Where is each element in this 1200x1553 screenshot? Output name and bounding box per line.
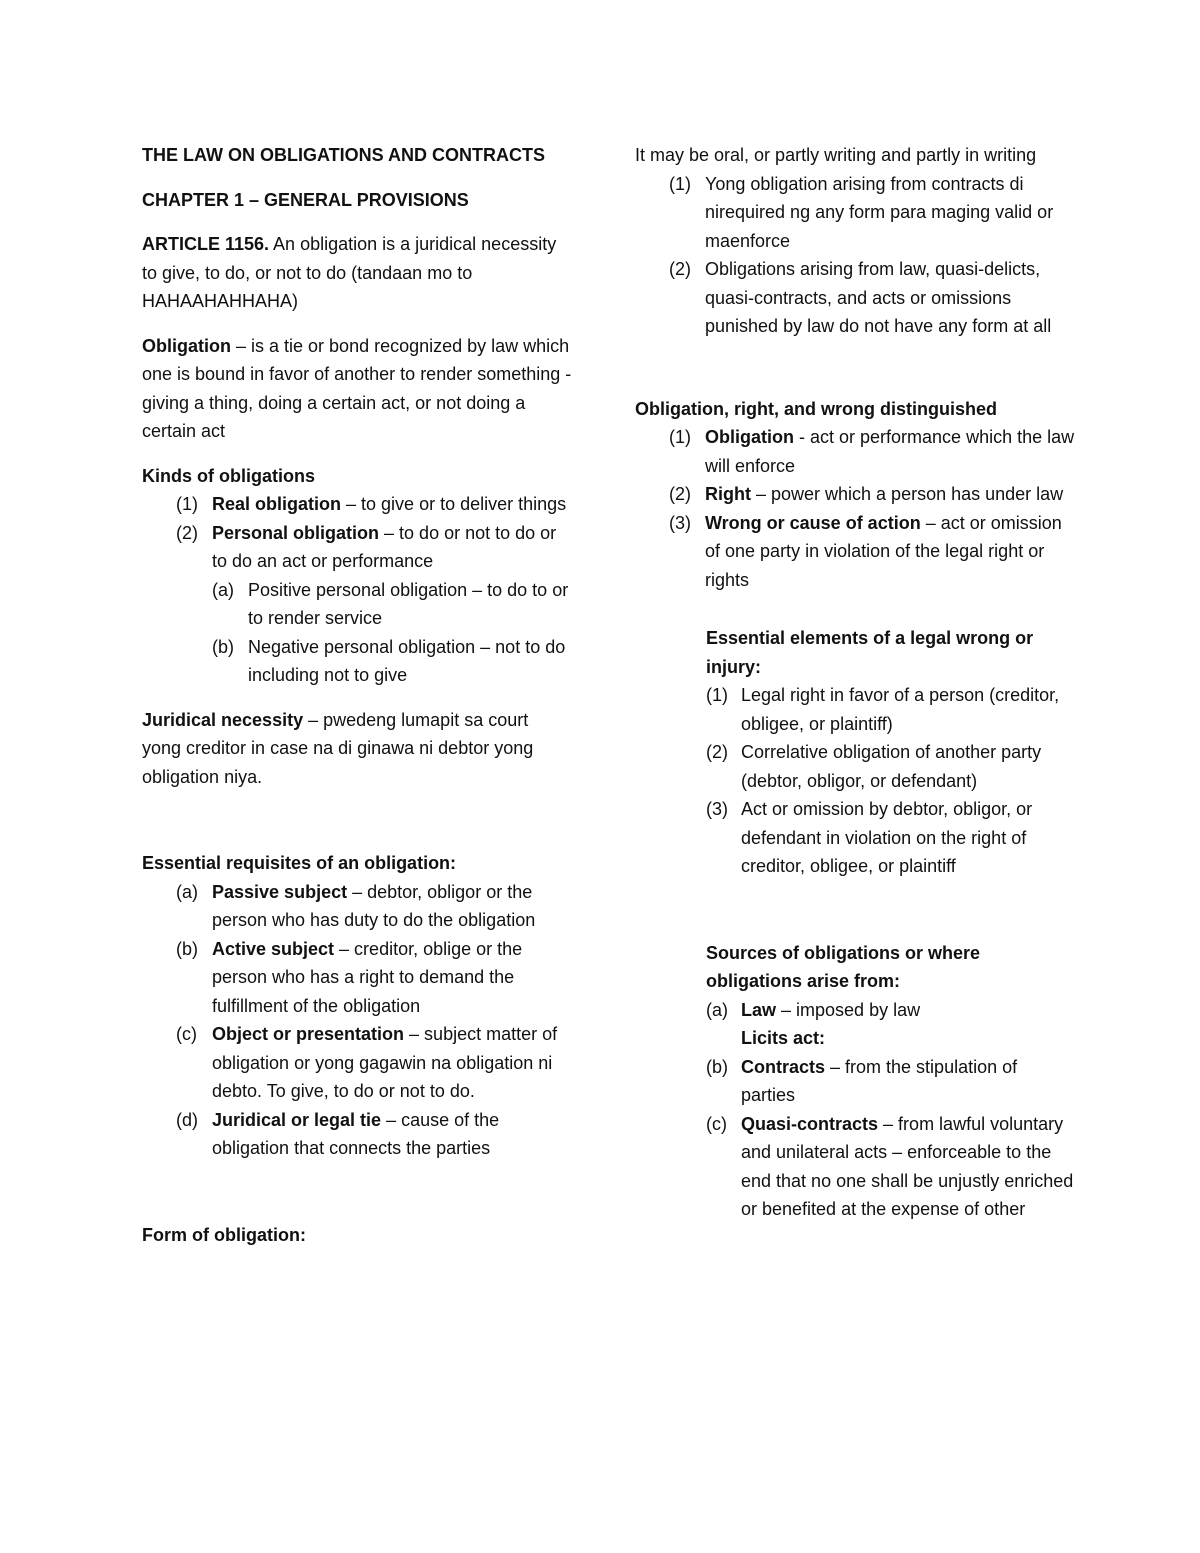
list-item: (c) Quasi-contracts – from lawful voluntary and unilateral acts – enforceable to the end that no one shall be unjustly enriched or benefited at the expense of other xyxy=(706,1113,1074,1219)
elements-heading: Essential elements of a legal wrong or injury: xyxy=(706,628,1034,677)
list-item: (2) Personal obligation – to do or not to do or to do an act or performance (a) Positive personal obligation – to do to or to render service (b) Negative personal obligation – not to do including not to give xyxy=(142,519,572,690)
list-item: (1) Yong obligation arising from contracts di nirequired ng any form para maging valid or maenforce xyxy=(669,173,1054,251)
article-1156: ARTICLE 1156. An obligation is a juridical necessity to give, to do, or not to do (tandaan mo to HAHAAHAHHAHA) xyxy=(142,234,557,311)
left-column xyxy=(142,141,572,1249)
elements-list xyxy=(706,681,1075,881)
list-item: (1) Legal right in favor of a person (creditor, obligee, or plaintiff) xyxy=(706,685,1060,734)
sources-heading: Sources of obligations or where obligations arise from: xyxy=(706,942,981,991)
list-item: (d) Juridical or legal tie – cause of the obligation that connects the parties xyxy=(176,1109,500,1158)
list-item: (c) Object or presentation – subject matter of obligation or yong gagawin na obligation ni debto. To give, to do or not to do. xyxy=(176,1024,558,1101)
list-item: (3) Act or omission by debtor, obligor, or defendant in violation on the right of creditor, obligee, or plaintiff xyxy=(706,799,1033,876)
list-item: (1) Obligation - act or performance which the law will enforce xyxy=(669,427,1075,476)
kinds-heading: Kinds of obligations xyxy=(142,465,315,486)
list-item: (a) Passive subject – debtor, obligor or the person who has duty to do the obligation xyxy=(176,881,536,930)
licits-act-label: Licits act: xyxy=(741,1028,826,1048)
document-title: THE LAW ON OBLIGATIONS AND CONTRACTS xyxy=(142,145,545,165)
list-item: (2) Correlative obligation of another party (debtor, obligor, or defendant) xyxy=(706,742,1042,791)
juridical-necessity: Juridical necessity – pwedeng lumapit sa court yong creditor in case na di ginawa ni debtor yong obligation niya. xyxy=(142,709,534,787)
list-item: (b) Active subject – creditor, oblige or the person who has a right to demand the fulfillment of the obligation xyxy=(176,938,523,1016)
list-item: (1) Real obligation – to give or to deliver things xyxy=(176,494,567,514)
list-item: (2) Obligations arising from law, quasi-delicts, quasi-contracts, and acts or omissions punished by law do not have any form at all xyxy=(669,259,1052,336)
right-column xyxy=(635,141,1075,1224)
requisites-list xyxy=(142,878,572,1163)
list-item: (b) Negative personal obligation – not to do including not to give xyxy=(212,636,566,685)
elements-block xyxy=(635,624,1075,881)
requisites-heading: Essential requisites of an obligation: xyxy=(142,853,457,873)
list-item: (a) Law – imposed by law Licits act: xyxy=(706,996,1075,1053)
list-item: (2) Right – power which a person has under law xyxy=(669,484,1064,504)
form-heading: Form of obligation: xyxy=(142,1224,306,1245)
sources-list xyxy=(706,996,1075,1224)
distinguished-heading: Obligation, right, and wrong distinguished xyxy=(635,398,997,419)
form-list xyxy=(635,170,1075,341)
list-item: (3) Wrong or cause of action – act or omission of one party in violation of the legal right or rights xyxy=(669,512,1062,590)
sources-block xyxy=(635,939,1075,1224)
list-item: (b) Contracts – from the stipulation of parties xyxy=(706,1056,1018,1105)
personal-obligation-sublist xyxy=(212,576,572,690)
obligation-definition: Obligation – is a tie or bond recognized by law which one is bound in favor of another to render something - giving a thing, doing a certain act, or not doing a certain act xyxy=(142,335,572,441)
form-text: It may be oral, or partly writing and partly in writing xyxy=(635,145,1037,165)
list-item: (a) Positive personal obligation – to do to or to render service xyxy=(212,579,569,628)
distinguished-list xyxy=(635,423,1075,594)
kinds-list xyxy=(142,490,572,690)
chapter-heading: CHAPTER 1 – GENERAL PROVISIONS xyxy=(142,189,469,210)
